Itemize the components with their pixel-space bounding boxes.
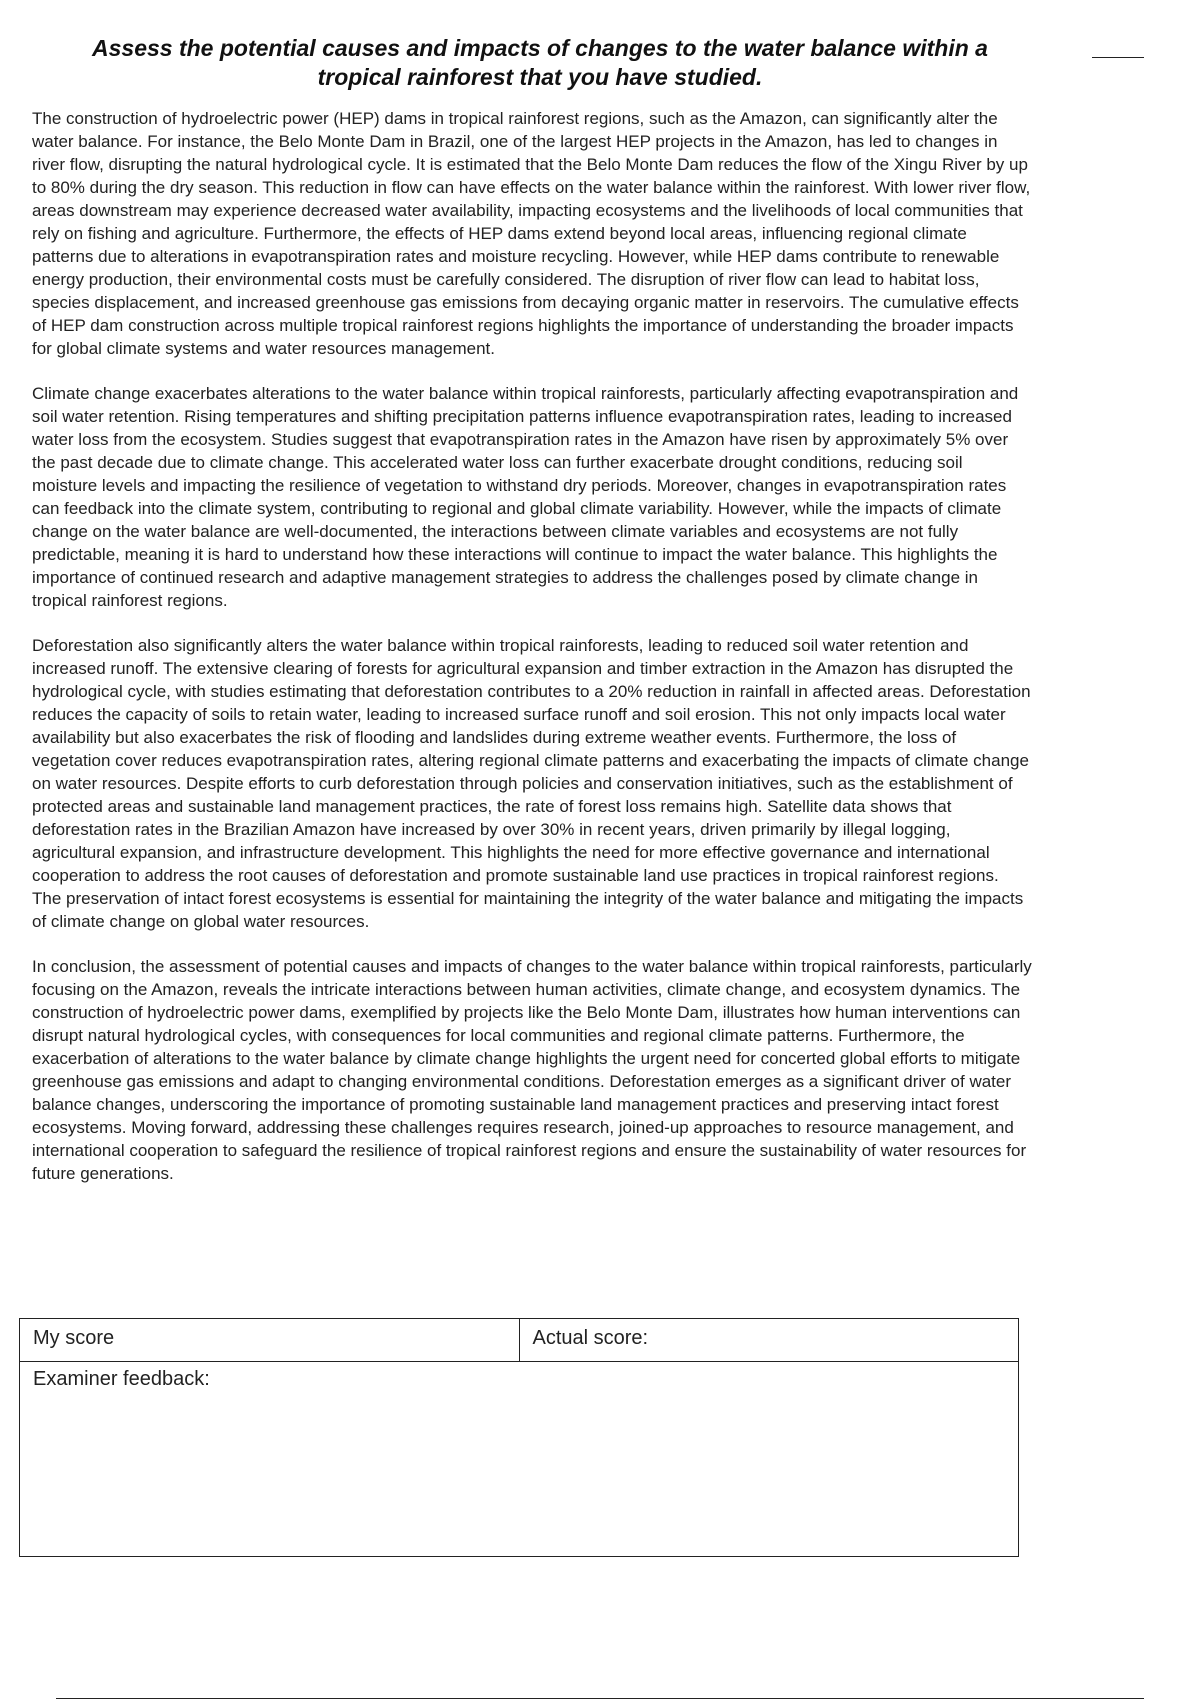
my-score-cell[interactable] [20,1319,520,1362]
my-score-label: My score [33,1327,115,1349]
bottom-rule [56,1698,1144,1699]
question-title-line-2: tropical rainforest that you have studied. [317,64,763,90]
score-row [20,1319,1019,1362]
question-title-line-1: Assess the potential causes and impacts of changes to the water balance within a [92,35,988,61]
essay-paragraph-conclusion: In conclusion, the assessment of potential causes and impacts of changes to the water balance within tropical rainforests, particularly focusing on the Amazon, reveals the intricate interactions between human activities, climate change, and ecosystem dynamics. The construction of hydroelectric power dams, exemplified by projects like the Belo Monte Dam, illustrates how human interventions can disrupt natural hydrological cycles, with consequences for local communities and regional climate patterns. Furthermore, the exacerbation of alterations to the water balance by climate change highlights the urgent need for concerted global efforts to mitigate greenhouse gas emissions and adapt to changing environmental conditions. Deforestation emerges as a significant driver of water balance changes, underscoring the importance of promoting sustainable land management practices and preserving intact forest ecosystems. Moving forward, addressing these challenges requires research, joined-up approaches to resource management, and international cooperation to safeguard the resilience of tropical rainforest regions and ensure the sustainability of water resources for future generations. [32,957,1032,1183]
essay-body [32,107,1032,1207]
essay-paragraph-deforestation: Deforestation also significantly alters the water balance within tropical rainforests, leading to reduced soil water retention and increased runoff. The extensive clearing of forests for agricultural expansion and timber extraction in the Amazon has disrupted the hydrological cycle, with studies estimating that deforestation contributes to a 20% reduction in rainfall in affected areas. Deforestation reduces the capacity of soils to retain water, leading to increased surface runoff and soil erosion. This not only impacts local water availability but also exacerbates the risk of flooding and landslides during extreme weather events. Furthermore, the loss of vegetation cover reduces evapotranspiration rates, altering regional climate patterns and exacerbating the impacts of climate change on water resources. Despite efforts to curb deforestation through policies and conservation initiatives, such as the establishment of protected areas and sustainable land management practices, the rate of forest loss remains high. Satellite data shows that deforestation rates in the Brazilian Amazon have increased by over 30% in recent years, driven primarily by illegal logging, agricultural expansion, and infrastructure development. This highlights the need for more effective governance and international cooperation to address the root causes of deforestation and promote sustainable land use practices in tropical rainforest regions. The preservation of intact forest ecosystems is essential for maintaining the integrity of the water balance and mitigating the impacts of climate change on global water resources. [32,636,1031,931]
actual-score-cell[interactable] [519,1319,1019,1362]
examiner-feedback-label: Examiner feedback: [33,1368,210,1390]
examiner-feedback-cell[interactable] [20,1362,1019,1557]
essay-paragraph-hep-dams: The construction of hydroelectric power (HEP) dams in tropical rainforest regions, such as the Amazon, can significantly alter the water balance. For instance, the Belo Monte Dam in Brazil, one of the largest HEP projects in the Amazon, has led to changes in river flow, disrupting the natural hydrological cycle. It is estimated that the Belo Monte Dam reduces the flow of the Xingu River by up to 80% during the dry season. This reduction in flow can have effects on the water balance within the rainforest. With lower river flow, areas downstream may experience decreased water availability, impacting ecosystems and the livelihoods of local communities that rely on fishing and agriculture. Furthermore, the effects of HEP dams extend beyond local areas, influencing regional climate patterns due to alterations in evapotranspiration rates and moisture recycling. However, while HEP dams contribute to renewable energy production, their environmental costs must be carefully considered. The disruption of river flow can lead to habitat loss, species displacement, and increased greenhouse gas emissions from decaying organic matter in reservoirs. The cumulative effects of HEP dam construction across multiple tropical rainforest regions highlights the importance of understanding the broader impacts for global climate systems and water resources management. [32,109,1031,358]
score-table [19,1318,1019,1557]
actual-score-label: Actual score: [532,1327,649,1349]
top-right-rule [1092,57,1144,58]
question-title [60,34,1020,92]
essay-paragraph-climate-change: Climate change exacerbates alterations to the water balance within tropical rainforests, particularly affecting evapotranspiration and soil water retention. Rising temperatures and shifting precipitation patterns influence evapotranspiration rates, leading to increased water loss from the ecosystem. Studies suggest that evapotranspiration rates in the Amazon have risen by approximately 5% over the past decade due to climate change. This accelerated water loss can further exacerbate drought conditions, reducing soil moisture levels and impacting the resilience of vegetation to withstand dry periods. Moreover, changes in evapotranspiration rates can feedback into the climate system, contributing to regional and global climate variability. However, while the impacts of climate change on the water balance are well-documented, the interactions between climate variables and ecosystems are not fully predictable, meaning it is hard to understand how these interactions will continue to impact the water balance. This highlights the importance of continued research and adaptive management strategies to address the challenges posed by climate change in tropical rainforest regions. [32,384,1019,610]
feedback-row [20,1362,1019,1557]
